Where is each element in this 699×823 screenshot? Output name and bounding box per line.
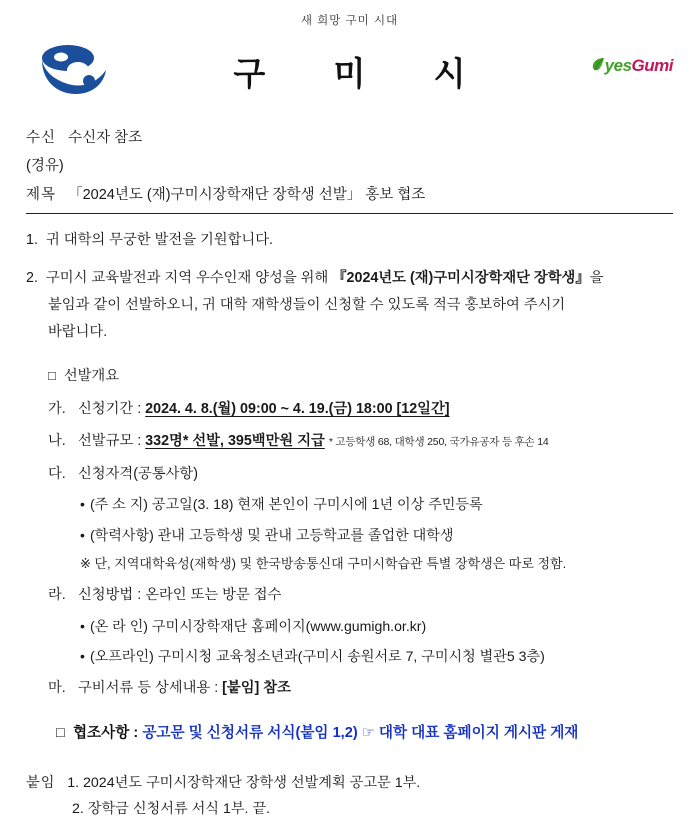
item-value: 2024. 4. 8.(월) 09:00 ~ 4. 19.(금) 18:00 [12일간]: [145, 400, 450, 417]
item-key: 나.: [48, 433, 66, 450]
subject-label: 제목: [26, 186, 57, 203]
bullet-online: [26, 614, 673, 638]
item-eligibility: [26, 462, 673, 487]
dot-bullet-icon: •: [80, 617, 85, 634]
paragraph-2-text-a: 구미시 교육발전과 지역 우수인재 양성을 위해: [46, 270, 329, 287]
page-title: 구 미 시: [233, 57, 496, 93]
gumi-city-emblem-icon: [34, 40, 114, 102]
square-bullet-icon: □: [48, 368, 56, 384]
recipient-value: 수신자 참조: [68, 130, 143, 146]
paragraph-2-highlight: 『2024년도 (재)구미시장학재단 장학생』: [332, 270, 590, 287]
item-key: 다.: [48, 465, 66, 482]
document-meta: [26, 124, 673, 209]
bullet-text: (주 소 지) 공고일(3. 18) 현재 본인이 구미시에 1년 이상 주민등록: [89, 496, 483, 513]
section-heading: [26, 364, 673, 389]
item-value: 온라인 또는 방문 접수: [145, 587, 282, 604]
bullet-text: (오프라인) 구미시청 교육청소년과(구미시 송원서로 7, 구미시청 별관5 3층): [89, 648, 545, 665]
recipient-label: 수신: [26, 130, 57, 146]
document-header: [0, 32, 699, 114]
bullet-offline: [26, 644, 673, 668]
paragraph-2-text-d: 붙임과 같이 선발하오니, 귀 대학 재학생들이 신청할 수 있도록 적극 홍보하여 주시기: [48, 296, 566, 313]
attachment-label: 붙임: [26, 774, 56, 791]
item-label: 선발규모 :: [78, 433, 142, 450]
yes-gumi-logo: [591, 56, 673, 77]
brand-gumi: Gumi: [631, 56, 673, 75]
city-slogan: 새 희망 구미 시대: [300, 15, 399, 27]
item-label: 구비서류 등 상세내용 :: [78, 680, 219, 697]
eligibility-note: ※ 단, 지역대학육성(재학생) 및 한국방송통신대 구미시학습관 특별 장학생은 따로 정함.: [80, 555, 567, 571]
bullet-text: (온 라 인) 구미시장학재단 홈페이지(www.gumigh.or.kr): [89, 617, 427, 634]
item-value: 332명* 선발, 395백만원 지급: [145, 433, 325, 450]
cooperation-value: 공고문 및 신청서류 서식(붙임 1,2) ☞ 대학 대표 홈페이지 게시판 게재: [142, 724, 579, 741]
attachment-row-2: [26, 796, 673, 822]
document-body: [26, 228, 673, 823]
bullet-residence: [26, 492, 673, 516]
item-label: 신청자격(공통사항): [78, 465, 199, 482]
attachment-item: 1. 2024년도 구미시장학재단 장학생 선발계획 공고문 1부.: [67, 774, 421, 791]
item-application-period: [26, 397, 673, 422]
dot-bullet-icon: •: [80, 496, 85, 513]
paragraph-2: [26, 266, 673, 344]
square-bullet-icon: □: [56, 724, 65, 741]
attachment-list: [26, 770, 673, 823]
subject-value: 「2024년도 (재)구미시장학재단 장학생 선발」 홍보 협조: [68, 186, 426, 203]
cooperation-label: 협조사항 :: [72, 724, 139, 741]
paragraph-2-text-e: 바랍니다.: [48, 323, 108, 340]
paragraph-1-number: 1.: [26, 231, 38, 248]
item-footnote: * 고등학생 68, 대학생 250, 국가유공자 등 후손 14: [328, 436, 549, 449]
subject-row: [26, 181, 673, 209]
attachment-item: 2. 장학금 신청서류 서식 1부. 끝.: [72, 801, 271, 818]
dot-bullet-icon: •: [80, 526, 85, 543]
via-row: (경유): [26, 158, 64, 175]
paragraph-1: [26, 228, 673, 253]
brand-yes: yes: [604, 56, 632, 75]
item-documents: [26, 676, 673, 701]
attachment-row-1: [26, 770, 673, 796]
item-label: 신청방법 :: [78, 587, 142, 604]
item-value: [붙임] 참조: [222, 680, 291, 697]
recipient-row: [26, 124, 673, 152]
leaf-icon: [591, 57, 605, 77]
section-title: 선발개요: [63, 368, 120, 385]
item-key: 라.: [48, 587, 66, 604]
bullet-education: [26, 523, 673, 547]
paragraph-2-number: 2.: [26, 270, 38, 287]
item-key: 가.: [48, 400, 66, 417]
header-divider: [26, 213, 673, 214]
item-selection-scale: [26, 429, 673, 454]
paragraph-2-text-c: 을: [589, 270, 604, 287]
item-application-method: [26, 583, 673, 608]
cooperation-request: [26, 721, 673, 746]
item-key: 마.: [48, 680, 66, 697]
dot-bullet-icon: •: [80, 648, 85, 665]
item-label: 신청기간 :: [78, 400, 142, 417]
paragraph-1-text: 귀 대학의 무궁한 발전을 기원합니다.: [46, 231, 274, 248]
bullet-text: (학력사항) 관내 고등학생 및 관내 고등학교를 졸업한 대학생: [89, 526, 454, 543]
